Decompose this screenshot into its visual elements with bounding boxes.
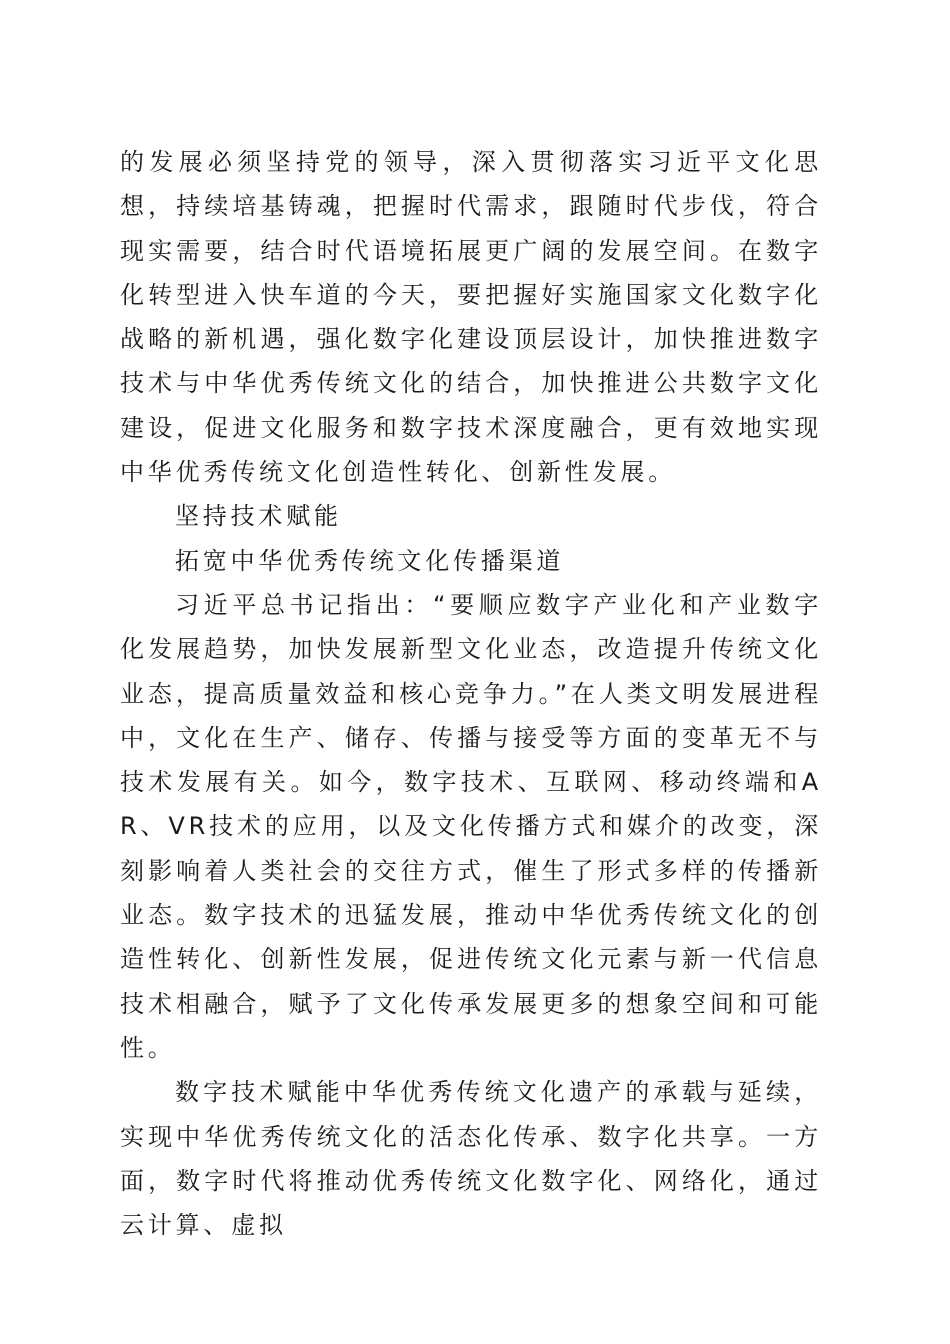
section-heading-line-1: 坚持技术赋能	[175, 502, 342, 531]
body-paragraph-digital-heritage: 数字技术赋能中华优秀传统文化遗产的承载与延续，实现中华优秀传统文化的活态化传承、数字化共享。一方面，数字时代将推动优秀传统文化数字化、网络化，通过云计算、虚拟	[120, 1078, 822, 1240]
section-heading-line-2: 拓宽中华优秀传统文化传播渠道	[175, 546, 565, 575]
body-paragraph-quote: 习近平总书记指出：“要顺应数字产业化和产业数字化发展趋势，加快发展新型文化业态，改造提升传统文化业态，提高质量效益和核心竞争力。”在人类文明发展进程中，文化在生产、储存、传播与接受等方面的变革无不与技术发展有关。如今，数字技术、互联网、移动终端和AR、VR技术的应用，以及文化传播方式和媒介的改变，深刻影响着人类社会的交往方式，催生了形式多样的传播新业态。数字技术的迅猛发展，推动中华优秀传统文化的创造性转化、创新性发展，促进传统文化元素与新一代信息技术相融合，赋予了文化传承发展更多的想象空间和可能性。	[120, 590, 822, 1062]
body-paragraph-continued: 的发展必须坚持党的领导，深入贯彻落实习近平文化思想，持续培基铸魂，把握时代需求，跟随时代步伐，符合现实需要，结合时代语境拓展更广阔的发展空间。在数字化转型进入快车道的今天，要把握好实施国家文化数字化战略的新机遇，强化数字化建设顶层设计，加快推进数字技术与中华优秀传统文化的结合，加快推进公共数字文化建设，促进文化服务和数字技术深度融合，更有效地实现中华优秀传统文化创造性转化、创新性发展。	[120, 148, 822, 487]
document-body	[120, 140, 822, 1247]
